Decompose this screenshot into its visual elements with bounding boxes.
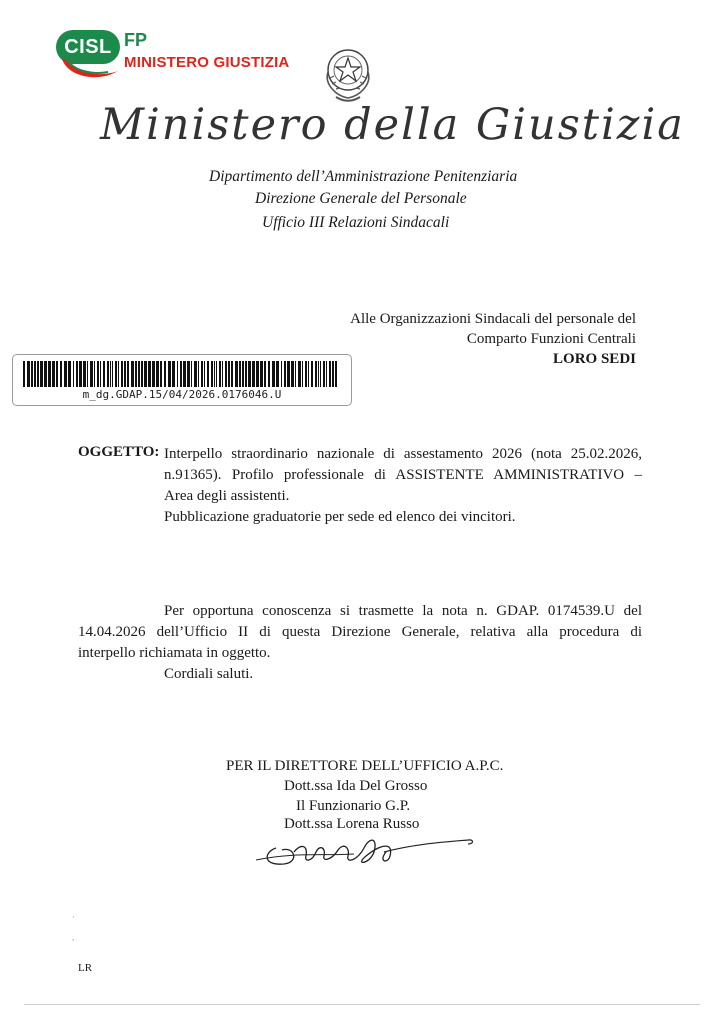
signature-director: Dott.ssa Ida Del Grosso	[284, 778, 428, 794]
protocol-barcode	[12, 354, 352, 406]
department-line: Dipartimento dell’Amministrazione Penitenziaria	[209, 168, 518, 185]
barcode-icon	[21, 361, 343, 387]
body-line-2: 14.04.2026 dell’Ufficio II di questa Direzione Generale, relativa alla procedura di	[78, 624, 642, 640]
handwritten-signature	[254, 822, 484, 872]
recipient-line-1: Alle Organizzazioni Sindacali del personale del	[350, 311, 636, 327]
protocol-number: m_dg.GDAP.15/04/2026.0176046.U	[82, 388, 282, 401]
recipient-line-2: Comparto Funzioni Centrali	[466, 331, 636, 347]
cisl-ministry-text: MINISTERO GIUSTIZIA	[124, 54, 290, 71]
letter-body	[78, 601, 642, 685]
subject-line-2: n.91365). Profilo professionale di ASSISTENTE AMMINISTRATIVO –	[164, 467, 642, 483]
direction-line: Direzione Generale del Personale	[255, 190, 467, 207]
author-initials: LR	[78, 962, 93, 974]
subject-line-4: Pubblicazione graduatorie per sede ed elenco dei vincitori.	[164, 509, 516, 525]
scan-marks: · ,	[72, 912, 75, 942]
subject-label: OGGETTO:	[78, 444, 160, 460]
cisl-badge-text: CISL	[64, 36, 112, 58]
body-closing: Cordiali saluti.	[164, 666, 254, 682]
signature-role: Il Funzionario G.P.	[296, 798, 411, 814]
office-line: Ufficio III Relazioni Sindacali	[262, 214, 450, 231]
subject-line-1: Interpello straordinario nazionale di assestamento 2026 (nota 25.02.2026,	[164, 446, 642, 462]
ministry-title: Ministero della Giustizia	[100, 100, 685, 150]
subject-line-3: Area degli assistenti.	[164, 488, 290, 504]
italian-republic-emblem-icon	[316, 40, 380, 104]
page-bottom-rule	[24, 1004, 700, 1005]
body-line-3: interpello richiamata in oggetto.	[78, 645, 271, 661]
cisl-fp-logo	[56, 27, 296, 85]
recipient-line-3: LORO SEDI	[553, 351, 636, 367]
subject-text	[164, 444, 642, 528]
cisl-fp-text: FP	[124, 30, 148, 50]
body-line-1: Per opportuna conoscenza si trasmette la nota n. GDAP. 0174539.U del	[164, 603, 642, 619]
signature-official: Dott.ssa Lorena Russo	[284, 816, 420, 832]
cisl-swoosh-icon	[58, 57, 120, 83]
signature-title: PER IL DIRETTORE DELL’UFFICIO A.P.C.	[226, 758, 504, 774]
